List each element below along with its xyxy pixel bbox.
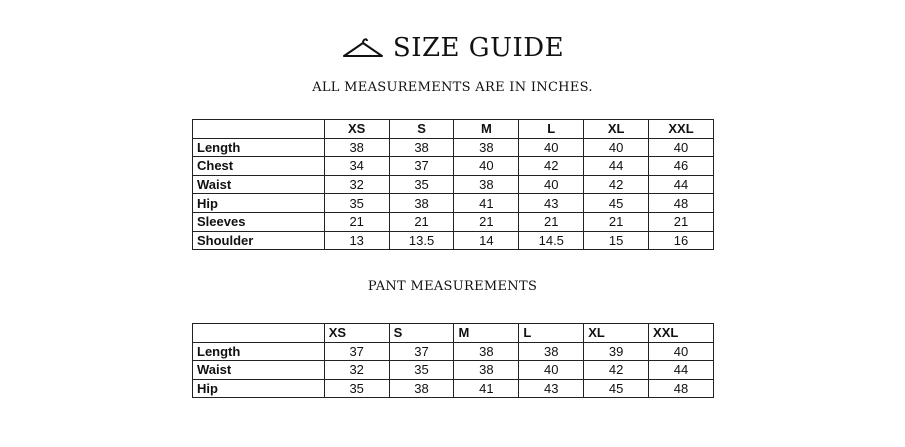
table-header-row	[193, 324, 714, 343]
table-cell: 34	[324, 157, 389, 176]
table-cell: 21	[519, 212, 584, 231]
table-cell: 38	[454, 361, 519, 380]
table-cell: 35	[324, 194, 389, 213]
header-cell: S	[389, 324, 454, 343]
table-cell: 40	[454, 157, 519, 176]
table-cell: 44	[649, 361, 714, 380]
table-cell: 40	[519, 138, 584, 157]
table-cell: 40	[584, 138, 649, 157]
table-cell: 37	[389, 157, 454, 176]
table-cell: 41	[454, 194, 519, 213]
header-cell: XXL	[649, 324, 714, 343]
pant-size-table	[192, 323, 714, 398]
table-cell: 21	[389, 212, 454, 231]
table-cell: 14	[454, 231, 519, 250]
row-label: Length	[193, 342, 325, 361]
table-cell: 21	[454, 212, 519, 231]
table-row	[193, 194, 714, 213]
table-cell: 38	[519, 342, 584, 361]
table-cell: 35	[324, 379, 389, 398]
table-cell: 35	[389, 175, 454, 194]
row-label: Hip	[193, 379, 325, 398]
header-cell: L	[519, 324, 584, 343]
table-cell: 40	[519, 361, 584, 380]
hanger-icon	[341, 36, 385, 60]
table-cell: 45	[584, 194, 649, 213]
header-cell: M	[454, 324, 519, 343]
table-cell: 39	[584, 342, 649, 361]
header-cell: XS	[324, 120, 389, 139]
row-label: Hip	[193, 194, 325, 213]
header-cell: XS	[324, 324, 389, 343]
page-subtitle: ALL MEASUREMENTS ARE IN INCHES.	[312, 80, 593, 95]
size-table	[192, 119, 714, 250]
row-label: Waist	[193, 361, 325, 380]
table-cell: 48	[649, 379, 714, 398]
header-cell: L	[519, 120, 584, 139]
table-cell: 42	[584, 361, 649, 380]
table-row	[193, 157, 714, 176]
table-cell: 45	[584, 379, 649, 398]
table-cell: 44	[584, 157, 649, 176]
table-cell: 48	[649, 194, 714, 213]
table-cell: 44	[649, 175, 714, 194]
row-label: Sleeves	[193, 212, 325, 231]
header-cell: XXL	[649, 120, 714, 139]
table-cell: 38	[454, 342, 519, 361]
header-cell: XL	[584, 324, 649, 343]
table-cell: 15	[584, 231, 649, 250]
table-cell: 41	[454, 379, 519, 398]
table-cell: 21	[584, 212, 649, 231]
table-cell: 16	[649, 231, 714, 250]
table-row	[193, 138, 714, 157]
table-cell: 38	[454, 175, 519, 194]
table-row	[193, 175, 714, 194]
table-cell: 43	[519, 194, 584, 213]
table-cell: 38	[389, 194, 454, 213]
table-cell: 13.5	[389, 231, 454, 250]
table-cell: 32	[324, 175, 389, 194]
page-title: SIZE GUIDE	[392, 33, 565, 63]
table-row	[193, 212, 714, 231]
table-cell: 14.5	[519, 231, 584, 250]
table-cell: 42	[584, 175, 649, 194]
table-row	[193, 379, 714, 398]
table-cell: 38	[324, 138, 389, 157]
table-cell: 35	[389, 361, 454, 380]
table-cell: 38	[389, 379, 454, 398]
table-cell: 37	[389, 342, 454, 361]
header-cell: S	[389, 120, 454, 139]
table-cell: 13	[324, 231, 389, 250]
table-row	[193, 342, 714, 361]
table-cell: 38	[454, 138, 519, 157]
header-cell: M	[454, 120, 519, 139]
table-cell: 43	[519, 379, 584, 398]
table-header-row	[193, 120, 714, 139]
row-label: Waist	[193, 175, 325, 194]
table-cell: 21	[324, 212, 389, 231]
page-header	[0, 33, 905, 63]
table-row	[193, 231, 714, 250]
pant-section-title: PANT MEASUREMENTS	[367, 279, 538, 294]
header-cell	[193, 324, 325, 343]
row-label: Chest	[193, 157, 325, 176]
table-cell: 37	[324, 342, 389, 361]
table-cell: 21	[649, 212, 714, 231]
table-cell: 32	[324, 361, 389, 380]
table-cell: 40	[649, 138, 714, 157]
header-cell	[193, 120, 325, 139]
table-cell: 38	[389, 138, 454, 157]
table-row	[193, 361, 714, 380]
table-cell: 40	[649, 342, 714, 361]
table-cell: 42	[519, 157, 584, 176]
row-label: Shoulder	[193, 231, 325, 250]
table-cell: 40	[519, 175, 584, 194]
header-cell: XL	[584, 120, 649, 139]
row-label: Length	[193, 138, 325, 157]
table-cell: 46	[649, 157, 714, 176]
